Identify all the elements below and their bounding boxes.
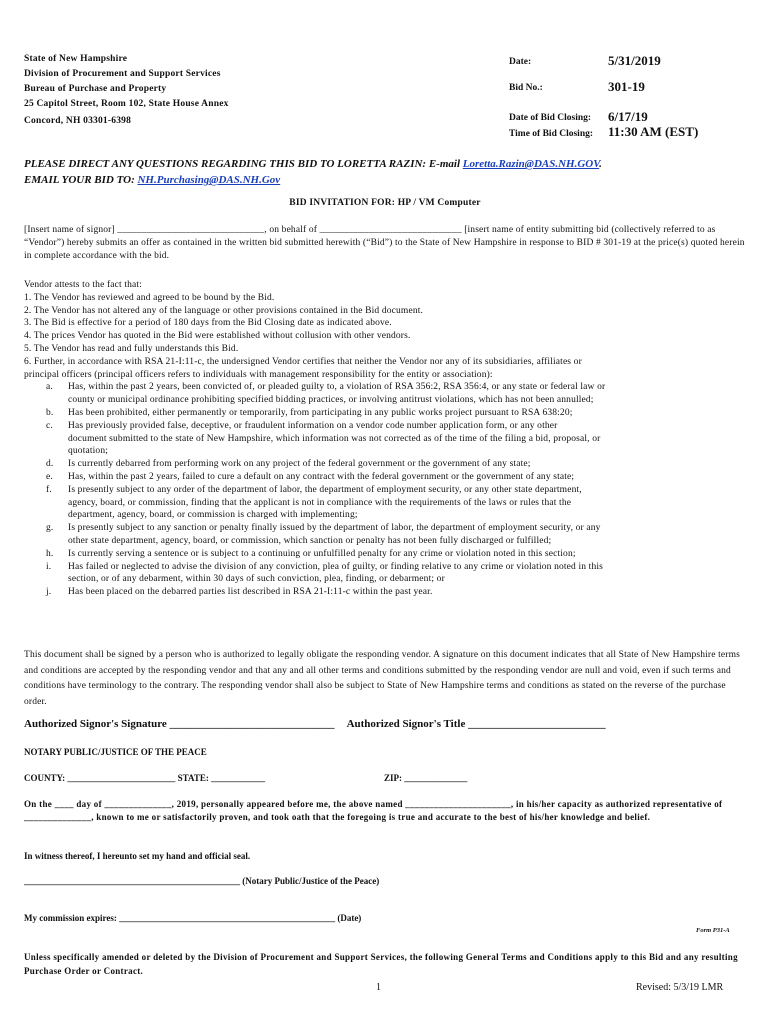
- certification-item-i: i. Has failed or neglected to advise the division of any conviction, plea of guilty, or finding relative to any crime or violation noted in this section, or of any debarment, within 30 days of such conviction, plea, finding, or debarment; or: [46, 561, 603, 585]
- bid-invitation-title: BID INVITATION FOR: HP / VM Computer: [289, 198, 481, 208]
- closing-date-label: Date of Bid Closing:: [509, 113, 592, 123]
- certification-item-d: d. Is currently debarred from performing work on any project of the federal government or the government of any state;: [46, 459, 531, 470]
- attest-item: 5. The Vendor has read and fully understands this Bid.: [24, 343, 239, 354]
- item-marker: e.: [46, 471, 53, 482]
- general-terms-notice: Unless specifically amended or deleted by the Division of Procurement and Support Services, the following General Terms and Conditions apply to this Bid and any resulting Purchase Order or Contract.: [24, 952, 738, 976]
- commission-expiry-field[interactable]: My commission expires: ________________________________________________ (Date): [24, 913, 362, 923]
- certification-item-c: c. Has previously provided false, deceptive, or fraudulent information on a vendor code number application form, or any other document submitted to the state of New Hampshire, which information was not corrected as of the time of the filing a bid, proposal, or quotation;: [46, 420, 601, 457]
- certification-item-g: g. Is presently subject to any sanction or penalty finally issued by the department of labor, the department of employment security, or any other state department, agency, board, or commission, which sanction or penalty has not been fully discharged or fulfilled;: [46, 523, 601, 546]
- submission-email-link[interactable]: NH.Purchasing@DAS.NH.Gov: [137, 174, 281, 186]
- certification-item-b: b. Has been prohibited, either permanently or temporarily, from participating in any public works project pursuant to RSA 638:20;: [46, 407, 573, 418]
- attest-item: 3. The Bid is effective for a period of 180 days from the Bid Closing date as indicated above.: [24, 318, 392, 329]
- item-marker: d.: [46, 459, 54, 470]
- signature-row: [24, 718, 606, 730]
- item-marker: a.: [46, 382, 53, 393]
- revision-note: Revised: 5/3/19 LMR: [636, 982, 724, 993]
- item-marker: g.: [46, 523, 54, 534]
- certification-item-e: e. Has, within the past 2 years, failed to cure a default on any contract with the federal government or the government of any state;: [46, 471, 575, 482]
- witness-statement: In witness thereof, I hereunto set my hand and official seal.: [24, 851, 251, 861]
- certification-item-h: h. Is currently serving a sentence or is subject to a continuing or unfulfilled penalty for any crime or violation noted in this section;: [46, 548, 576, 559]
- agency-line: Bureau of Purchase and Property: [24, 84, 167, 94]
- contact-directive: [24, 156, 602, 188]
- item-marker: f.: [46, 484, 52, 495]
- agency-line: Division of Procurement and Support Services: [24, 69, 221, 79]
- agency-address-block: [24, 52, 229, 129]
- closing-time-value: 11:30 AM (EST): [608, 124, 699, 139]
- attest-item: 1. The Vendor has reviewed and agreed to be bound by the Bid.: [24, 292, 275, 303]
- attest-item: 4. The prices Vendor has quoted in the Bid were established without collusion with other vendors.: [24, 331, 411, 342]
- bid-number-label: Bid No.:: [509, 83, 543, 93]
- form-number: Form P31-A: [696, 927, 730, 934]
- agency-line: 25 Capitol Street, Room 102, State House Annex: [24, 99, 229, 109]
- date-value: 5/31/2019: [608, 53, 661, 68]
- closing-date-value: 6/17/19: [608, 109, 648, 124]
- signor-title-field[interactable]: Authorized Signor's Title _________________________: [346, 718, 606, 730]
- agency-line: State of New Hampshire: [24, 54, 128, 64]
- closing-time-label: Time of Bid Closing:: [509, 129, 594, 139]
- certification-item-f: f. Is presently subject to any order of the department of labor, the department of employment security, or any other state department, agency, board, or commission, finding that the applicant is not in compliance with the requirements of the laws or rules that the department, agency, board, or commission is charged with implementing;: [46, 484, 582, 521]
- page-number: 1: [376, 982, 381, 993]
- attest-item: 2. The Vendor has not altered any of the language or other provisions contained in the Bid document.: [24, 305, 424, 316]
- attestation-list: [24, 279, 748, 599]
- notary-heading: NOTARY PUBLIC/JUSTICE OF THE PEACE: [24, 747, 207, 757]
- questions-line: PLEASE DIRECT ANY QUESTIONS REGARDING THIS BID TO LORETTA RAZIN: E-mail Loretta.Razin@DAS.NH.GOV.: [24, 158, 602, 170]
- bid-number-value: 301-19: [608, 79, 645, 94]
- item-marker: j.: [46, 587, 52, 598]
- signing-paragraph: This document shall be signed by a person who is authorized to legally obligate the responding vendor. A signature on this document indicates that all State of New Hampshire terms and conditions are accepted by the responding vendor and that any and all other terms and conditions submitted by the responding vendor are null and void, even if such terms and conditions have terminology to the contrary. The responding vendor shall also be subject to State of New Hampshire terms and conditions as stated on the reverse of the purchase order.: [24, 650, 740, 707]
- contact-email-link[interactable]: Loretta.Razin@DAS.NH.GOV: [462, 158, 600, 170]
- notary-signature-field[interactable]: ________________________________________________ (Notary Public/Justice of the Peace): [24, 876, 380, 886]
- attest-item-6-line: 6. Further, in accordance with RSA 21-I:11-c, the undersigned Vendor certifies that neither the Vendor nor any of its subsidiaries, affiliates or: [24, 356, 582, 367]
- signor-signature-field[interactable]: Authorized Signor's Signature ______________________________: [24, 718, 335, 730]
- date-label: Date:: [509, 57, 532, 67]
- item-marker: i.: [46, 561, 52, 572]
- attest-item-6-line: principal officers (principal officers refers to individuals with management responsibility for the entity or association):: [24, 369, 493, 380]
- county-state-field[interactable]: COUNTY: ________________________ STATE: ____________: [24, 773, 266, 783]
- attests-heading: Vendor attests to the fact that:: [24, 280, 142, 290]
- item-marker: b.: [46, 407, 54, 418]
- agency-line: Concord, NH 03301-6398: [24, 116, 132, 126]
- item-marker: c.: [46, 420, 53, 431]
- zip-field[interactable]: ZIP: ______________: [384, 773, 468, 783]
- certification-item-a: a. Has, within the past 2 years, been convicted of, or pleaded guilty to, a violation of RSA 356:2, RSA 356:4, or any state or federal law or county or municipal ordinance prohibiting specified bidding practices, or involving antitrust violations, which has not been annulled;: [46, 382, 606, 406]
- certification-item-j: j. Has been placed on the debarred parties list described in RSA 21-I:11-c within the past year.: [46, 587, 433, 598]
- oath-paragraph: On the ____ day of ______________, 2019, personally appeared before me, the above named ______________________, in his/her capacity as authorized representative of ______________, known to me or satisfactorily proven, and took oath that the foregoing is true and accurate to the best of his/her knowledge and belief.: [24, 799, 723, 822]
- submit-line: EMAIL YOUR BID TO: NH.Purchasing@DAS.NH.Gov: [24, 174, 281, 186]
- intro-paragraph: [Insert name of signor] ______________________________, on behalf of _____________________________ [insert name of entity submitting bid (collectively referred to as “Vendor”) hereby submits an offer as contained in the written bid submitted herewith (“Bid”) to the State of New Hampshire in response to BID # 301-19 at the price(s) quoted herein in complete accordance with the bid.: [24, 225, 745, 261]
- item-marker: h.: [46, 548, 54, 559]
